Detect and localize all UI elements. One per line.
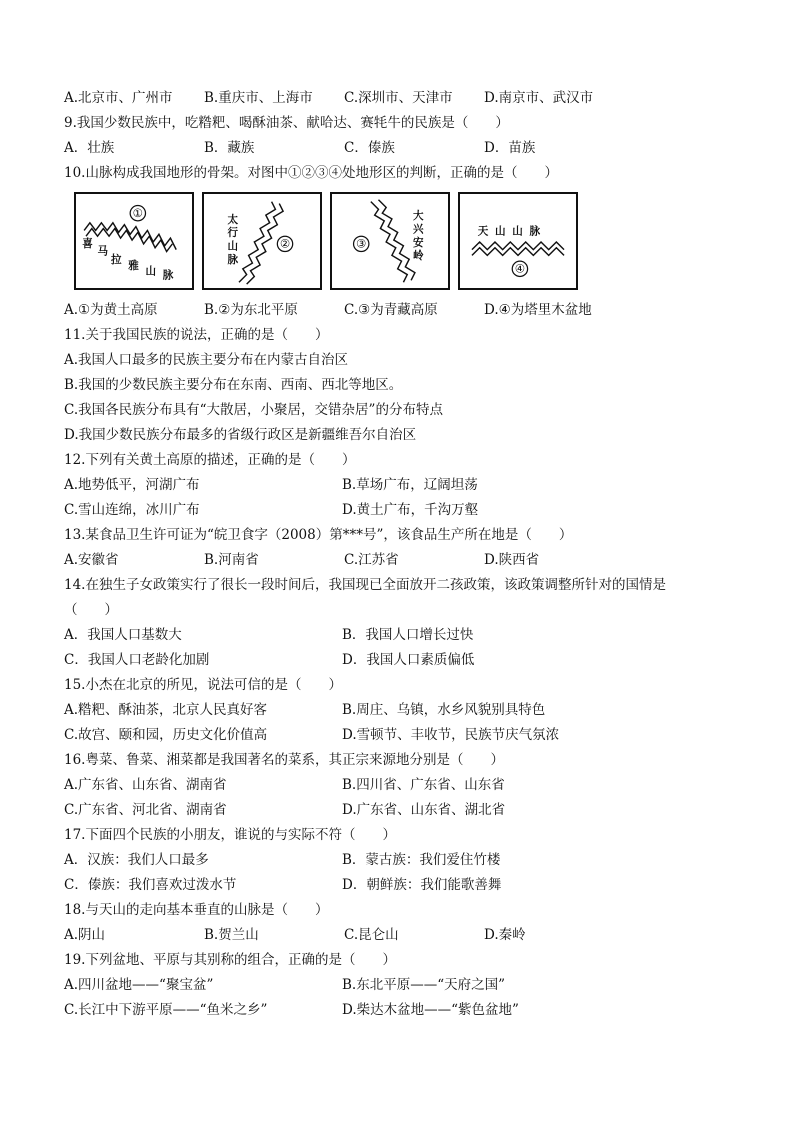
figure-1-label-3: 拉 xyxy=(110,254,122,267)
figure-3-label-3: 安 xyxy=(413,236,424,249)
q11-stem: 11.关于我国民族的说法，正确的是（ ） xyxy=(64,327,329,343)
q14-option-a: A．我国人口基数大 xyxy=(64,627,182,643)
q8-option-b: B.重庆市、上海市 xyxy=(204,90,313,106)
q9-options xyxy=(64,136,744,161)
figure-4-label-2: 山 xyxy=(494,225,506,238)
q14-option-d: D．我国人口素质偏低 xyxy=(342,652,475,668)
q10-option-b: B.②为东北平原 xyxy=(204,302,298,318)
q12-option-b: B.草场广布，辽阔坦荡 xyxy=(342,477,478,493)
q18-options xyxy=(64,923,744,948)
q17-option-a: A．汉族：我们人口最多 xyxy=(64,852,209,868)
q13-option-a: A.安徽省 xyxy=(64,552,119,568)
q19-option-a: A.四川盆地——“聚宝盆” xyxy=(64,977,214,993)
q15-stem: 15.小杰在北京的所见，说法可信的是（ ） xyxy=(64,677,342,693)
figure-4-label-1: 天 xyxy=(477,225,489,238)
q16-stem: 16.粤菜、鲁菜、湘菜都是我国著名的菜系，其正宗来源地分别是（ ） xyxy=(64,752,504,768)
q9-option-b: B．藏族 xyxy=(204,140,255,156)
figure-2-label-3: 山 xyxy=(227,240,239,253)
q17-options-cd xyxy=(64,873,744,898)
q13-option-b: B.河南省 xyxy=(204,552,259,568)
q16-option-d: D.广东省、山东省、湖北省 xyxy=(342,802,506,818)
figure-2-taihang xyxy=(202,192,322,290)
figure-3-daxinganling xyxy=(330,192,450,290)
exam-page xyxy=(64,86,744,1023)
figure-1-label-1: 喜 xyxy=(82,237,93,250)
figure-1-label-4: 雅 xyxy=(128,259,139,272)
q13-stem: 13.某食品卫生许可证为“皖卫食字（2008）第***号”，该食品生产所在地是（ ） xyxy=(64,527,573,543)
q15-option-d: D.雪顿节、丰收节，民族节庆气氛浓 xyxy=(342,727,560,743)
q19-option-c: C.长江中下游平原——“鱼米之乡” xyxy=(64,1002,268,1018)
q12-option-c: C.雪山连绵，冰川广布 xyxy=(64,502,200,518)
figure-1-label-6: 脉 xyxy=(162,269,174,282)
q9-stem: 9.我国少数民族中，吃糌粑、喝酥油茶、献哈达、赛牦牛的民族是（ ） xyxy=(64,115,509,131)
q19-options-cd xyxy=(64,998,744,1023)
q12-options-ab xyxy=(64,473,744,498)
q14-options-cd xyxy=(64,648,744,673)
figure-3-label-2: 兴 xyxy=(413,223,424,236)
figure-4-label-4: 脉 xyxy=(529,225,541,238)
q14-stem-continued: （ ） xyxy=(64,602,118,618)
q18-option-c: C.昆仑山 xyxy=(344,927,399,943)
figure-1-number: ① xyxy=(132,206,143,221)
q15-option-c: C.故宫、颐和园，历史文化价值高 xyxy=(64,727,268,743)
q15-options-ab xyxy=(64,698,744,723)
q8-option-a: A.北京市、广州市 xyxy=(64,90,173,106)
q10-stem: 10.山脉构成我国地形的骨架。对图中①②③④处地形区的判断，正确的是（ ） xyxy=(64,165,558,181)
q12-option-a: A.地势低平，河湖广布 xyxy=(64,477,200,493)
q14-option-c: C．我国人口老龄化加剧 xyxy=(64,652,210,668)
q17-option-d: D．朝鲜族：我们能歌善舞 xyxy=(342,877,502,893)
q16-options-ab xyxy=(64,773,744,798)
figure-1-label-5: 山 xyxy=(145,265,157,278)
q12-stem: 12.下列有关黄土高原的描述，正确的是（ ） xyxy=(64,452,356,468)
figure-4-map xyxy=(460,194,576,288)
figure-4-label-3: 山 xyxy=(512,225,523,238)
q13-option-d: D.陕西省 xyxy=(484,552,540,568)
q10-option-d: D.④为塔里木盆地 xyxy=(484,302,592,318)
q11-option-b: B.我国的少数民族主要分布在东南、西南、西北等地区。 xyxy=(64,377,403,393)
figure-4-number: ④ xyxy=(514,261,526,276)
figure-3-label-4: 岭 xyxy=(413,250,424,263)
q17-stem: 17.下面四个民族的小朋友，谁说的与实际不符（ ） xyxy=(64,827,396,843)
figure-3-label-1: 大 xyxy=(413,209,424,222)
figure-2-map xyxy=(204,194,320,288)
figure-1-himalaya xyxy=(74,192,194,290)
figure-2-label-1: 太 xyxy=(227,213,239,226)
q15-options-cd xyxy=(64,723,744,748)
q19-option-d: D.柴达木盆地——“紫色盆地” xyxy=(342,1002,519,1018)
q12-options-cd xyxy=(64,498,744,523)
q12-option-d: D.黄土广布，千沟万壑 xyxy=(342,502,479,518)
q14-options-ab xyxy=(64,623,744,648)
figure-1-label-2: 马 xyxy=(97,245,109,258)
q9-option-a: A．壮族 xyxy=(64,140,115,156)
figure-4-tianshan xyxy=(458,192,578,290)
q9-option-c: C．傣族 xyxy=(344,140,395,156)
q10-option-a: A.①为黄土高原 xyxy=(64,302,158,318)
q16-option-a: A.广东省、山东省、湖南省 xyxy=(64,777,227,793)
figure-1-map xyxy=(76,194,192,288)
figure-2-label-4: 脉 xyxy=(227,254,239,267)
q17-option-c: C．傣族：我们喜欢过泼水节 xyxy=(64,877,237,893)
q10-options xyxy=(64,298,744,323)
figure-3-number: ③ xyxy=(356,236,367,251)
q17-option-b: B．蒙古族：我们爱住竹楼 xyxy=(342,852,501,868)
figure-3-map xyxy=(332,194,448,288)
q11-option-d: D.我国少数民族分布最多的省级行政区是新疆维吾尔自治区 xyxy=(64,427,417,443)
q8-options xyxy=(64,86,744,111)
q13-options xyxy=(64,548,744,573)
q8-option-d: D.南京市、武汉市 xyxy=(484,90,594,106)
q10-option-c: C.③为青藏高原 xyxy=(344,302,438,318)
q15-option-a: A.糌粑、酥油茶，北京人民真好客 xyxy=(64,702,268,718)
q19-stem: 19.下列盆地、平原与其别称的组合，正确的是（ ） xyxy=(64,952,396,968)
q14-stem: 14.在独生子女政策实行了很长一段时间后，我国现已全面放开二孩政策，该政策调整所针对的国情是 xyxy=(64,577,666,593)
q17-options-ab xyxy=(64,848,744,873)
q8-option-c: C.深圳市、天津市 xyxy=(344,90,453,106)
q18-stem: 18.与天山的走向基本垂直的山脉是（ ） xyxy=(64,902,329,918)
q19-options-ab xyxy=(64,973,744,998)
q18-option-d: D.秦岭 xyxy=(484,927,526,943)
q16-options-cd xyxy=(64,798,744,823)
q16-option-c: C.广东省、河北省、湖南省 xyxy=(64,802,227,818)
q11-option-c: C.我国各民族分布具有“大散居，小聚居，交错杂居”的分布特点 xyxy=(64,402,443,418)
q14-option-b: B．我国人口增长过快 xyxy=(342,627,474,643)
q18-option-b: B.贺兰山 xyxy=(204,927,259,943)
q16-option-b: B.四川省、广东省、山东省 xyxy=(342,777,505,793)
figure-2-label-2: 行 xyxy=(227,227,239,240)
q11-option-a: A.我国人口最多的民族主要分布在内蒙古自治区 xyxy=(64,352,349,368)
q18-option-a: A.阴山 xyxy=(64,927,106,943)
q10-figures xyxy=(74,192,744,294)
q9-option-d: D．苗族 xyxy=(484,140,536,156)
figure-2-number: ② xyxy=(279,236,291,251)
q19-option-b: B.东北平原——“天府之国” xyxy=(342,977,506,993)
q13-option-c: C.江苏省 xyxy=(344,552,399,568)
q15-option-b: B.周庄、乌镇，水乡风貌别具特色 xyxy=(342,702,546,718)
